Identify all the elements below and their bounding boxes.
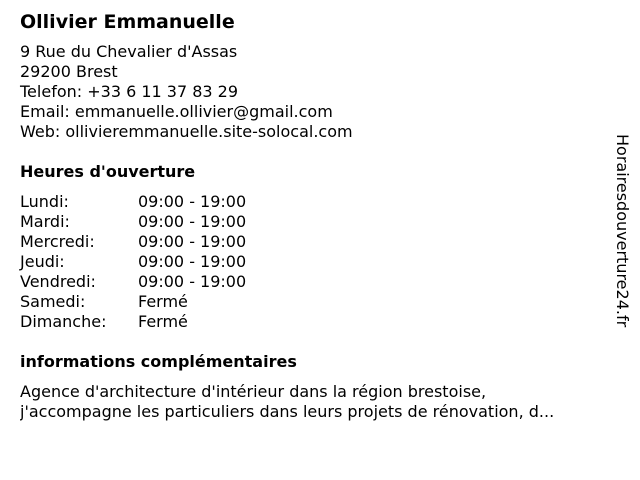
hours-row-thursday bbox=[20, 252, 610, 272]
hours-day: Jeudi: bbox=[20, 252, 65, 271]
hours-row-saturday bbox=[20, 292, 610, 312]
hours-day: Dimanche: bbox=[20, 312, 107, 331]
business-name: Ollivier Emmanuelle bbox=[20, 11, 235, 33]
hours-day: Mercredi: bbox=[20, 232, 95, 251]
hours-time: Fermé bbox=[138, 292, 188, 311]
hours-time: 09:00 - 19:00 bbox=[138, 232, 247, 251]
hours-row-friday bbox=[20, 272, 610, 292]
hours-row-wednesday bbox=[20, 232, 610, 252]
hours-time: Fermé bbox=[138, 312, 188, 331]
hours-time: 09:00 - 19:00 bbox=[138, 252, 247, 271]
site-watermark: Horairesdouverture24.fr bbox=[613, 134, 632, 328]
address-line-2: 29200 Brest bbox=[20, 62, 118, 81]
web-line: Web: ollivieremmanuelle.site-solocal.com bbox=[20, 122, 353, 141]
hours-time: 09:00 - 19:00 bbox=[138, 272, 247, 291]
hours-title: Heures d'ouverture bbox=[20, 162, 196, 181]
hours-day: Mardi: bbox=[20, 212, 70, 231]
phone-line: Telefon: +33 6 11 37 83 29 bbox=[20, 82, 239, 101]
hours-day: Samedi: bbox=[20, 292, 86, 311]
hours-time: 09:00 - 19:00 bbox=[138, 212, 247, 231]
info-title: informations complémentaires bbox=[20, 352, 297, 371]
info-description bbox=[20, 382, 610, 422]
hours-time: 09:00 - 19:00 bbox=[138, 192, 247, 211]
hours-row-monday bbox=[20, 192, 610, 212]
hours-day: Lundi: bbox=[20, 192, 69, 211]
email-line: Email: emmanuelle.ollivier@gmail.com bbox=[20, 102, 333, 121]
hours-table bbox=[20, 192, 610, 332]
business-card bbox=[20, 10, 610, 422]
hours-row-tuesday bbox=[20, 212, 610, 232]
hours-day: Vendredi: bbox=[20, 272, 96, 291]
address-line-1: 9 Rue du Chevalier d'Assas bbox=[20, 42, 238, 61]
info-line-1: Agence d'architecture d'intérieur dans la région brestoise, bbox=[20, 382, 487, 401]
hours-row-sunday bbox=[20, 312, 610, 332]
info-line-2: j'accompagne les particuliers dans leurs projets de rénovation, d... bbox=[20, 402, 555, 421]
